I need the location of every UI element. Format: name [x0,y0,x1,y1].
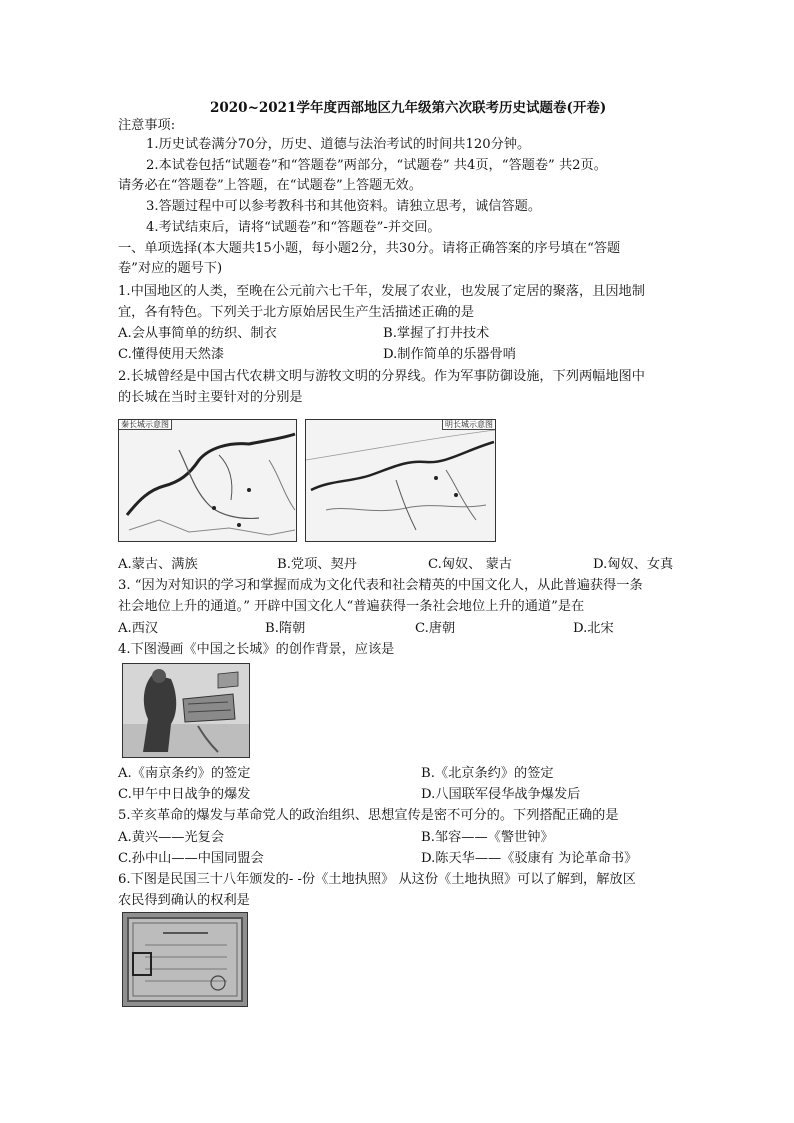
section-heading-cont: 卷”对应的题号下) [118,261,223,276]
q6-stem-cont: 农民得到确认的权利是 [118,893,250,908]
q3-stem-cont: 社会地位上升的通道。” 开辟中国文化人“普遍获得一条社会地位上升的通道”是在 [118,599,585,614]
ming-great-wall-map [305,419,496,542]
note-2: 2.本试卷包括“试题卷”和“答题卷”两部分，“试题卷” 共4页，“答题卷” 共2页。 [146,158,607,173]
q4-option-a: A.《南京条约》的签定 [118,766,251,781]
note-3: 3.答题过程中可以参考教科书和其他资料。请独立思考，诚信答题。 [146,199,542,214]
note-2-cont: 请务必在“答题卷”上答题，在“试题卷”上答题无效。 [118,178,422,193]
q3-option-b: B.隋朝 [265,621,306,636]
q2-stem-cont: 的长城在当时主要针对的分别是 [118,390,303,405]
qin-great-wall-map [118,419,297,542]
q1-stem-cont: 宜，各有特色。下列关于北方原始居民生产生活描述正确的是 [118,305,475,320]
certificate-drawing [123,913,247,1006]
q1-stem: 1.中国地区的人类，至晚在公元前六七千年，发展了农业，也发展了定居的聚落，且因地制 [118,284,645,299]
ming-map-title: 明长城示意图 [442,420,495,430]
q2-option-c: C.匈奴、 蒙古 [428,557,512,572]
qin-map-drawing [119,420,296,541]
exam-title: 2020~2021学年度西部地区九年级第六次联考历史试题卷(开卷) [210,100,607,116]
q4-stem: 4.下图漫画《中国之长城》的创作背景，应该是 [118,642,395,657]
land-certificate-image [122,912,248,1007]
q1-option-c: C.懂得使用天然漆 [118,347,225,362]
q1-option-d: D.制作简单的乐器骨哨 [383,347,516,362]
section-heading: 一、单项选择(本大题共15小题，每小题2分，共30分。请将正确答案的序号填在“答题 [118,241,621,256]
q2-stem: 2.长城曾经是中国古代农耕文明与游牧文明的分界线。作为军事防御设施，下列两幅地图中 [118,369,645,384]
q5-option-d: D.陈天华——《驳康有 为论革命书》 [421,851,638,866]
q5-stem: 5.辛亥革命的爆发与革命党人的政治组织、思想宣传是密不可分的。下列搭配正确的是 [118,808,619,823]
q2-option-d: D.匈奴、女真 [593,557,674,572]
q3-option-c: C.唐朝 [415,621,456,636]
q4-option-c: C.甲午中日战争的爆发 [118,787,251,802]
q5-option-b: B.邹容——《警世钟》 [421,830,554,845]
great-wall-cartoon [122,663,250,758]
q3-option-a: A.西汉 [118,621,159,636]
q5-option-c: C.孙中山——中国同盟会 [118,851,264,866]
ming-map-drawing [306,420,495,541]
notes-label: 注意事项: [118,118,176,133]
q5-option-a: A.黄兴——光复会 [118,830,225,845]
note-1: 1.历史试卷满分70分，历史、道德与法治考试的时间共120分钟。 [146,137,531,152]
q1-option-b: B.掌握了打井技术 [383,326,490,341]
q4-option-d: D.八国联军侵华战争爆发后 [421,787,581,802]
q3-option-d: D.北宋 [573,621,614,636]
q2-option-b: B.党项、契丹 [277,557,357,572]
cartoon-drawing [123,664,249,757]
q6-stem: 6.下图是民国三十八年颁发的- -份《土地执照》 从这份《土地执照》可以了解到，解放区 [118,872,636,887]
q4-option-b: B.《北京条约》的签定 [421,766,554,781]
qin-map-title: 秦长城示意图 [119,420,172,430]
note-4: 4.考试结束后，请将“试题卷”和“答题卷”-并交回。 [146,220,441,235]
q3-stem: 3. “因为对知识的学习和掌握而成为文化代表和社会精英的中国文化人，从此普遍获得一条 [118,578,643,593]
q1-option-a: A.会从事简单的纺织、制衣 [118,326,277,341]
q2-option-a: A.蒙古、满族 [118,557,198,572]
